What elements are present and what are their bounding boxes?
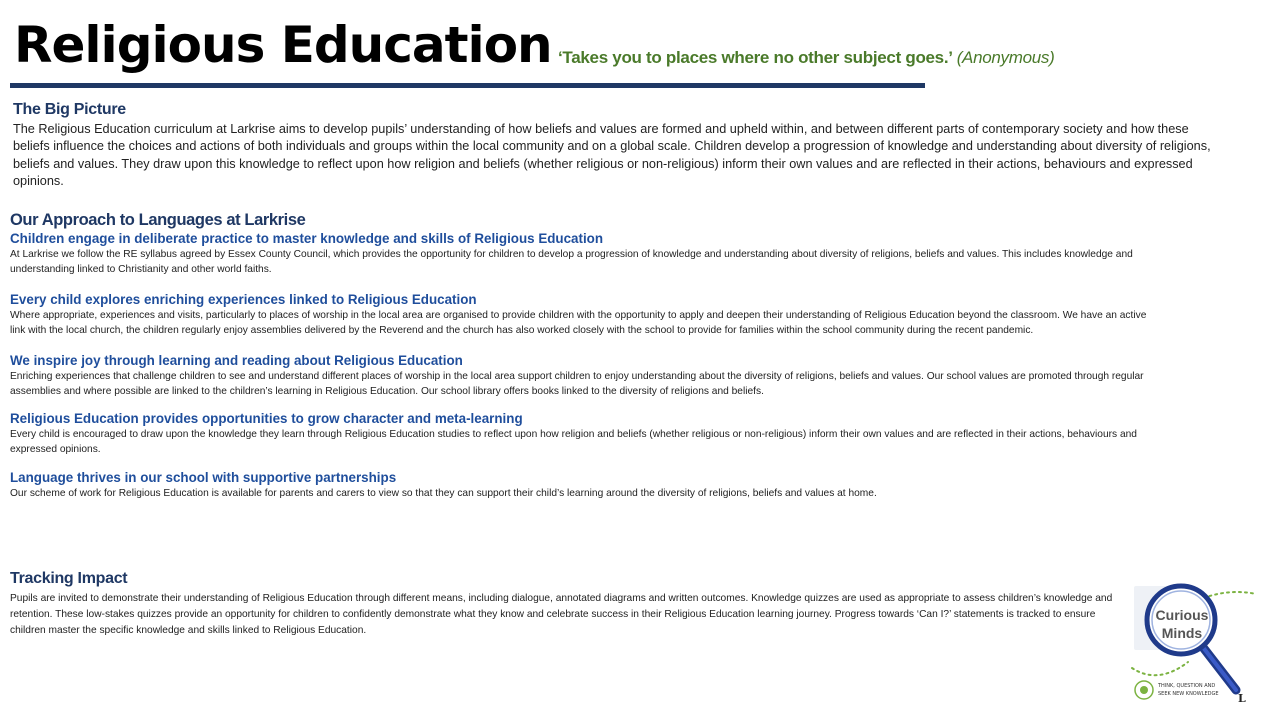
approach-item-title: Language thrives in our school with supportive partnerships xyxy=(10,470,397,485)
approach-item-title: Religious Education provides opportunities to grow character and meta-learning xyxy=(10,411,523,426)
curious-minds-logo xyxy=(1128,580,1258,710)
logo-line1: Curious xyxy=(1155,607,1209,623)
approach-item xyxy=(10,469,1160,501)
approach-item xyxy=(10,291,1160,338)
logo-tagline-2: SEEK NEW KNOWLEDGE xyxy=(1158,691,1219,697)
approach-item-body: Where appropriate, experiences and visits, particularly to places of worship in the local area are organised to provide children with the opportunity to apply and deepen their understanding of Religious Education beyond the classroom. We have an active link with the local church, the children regularly enjoy assemblies delivered by the Reverend and the church has also worked closely with the school to provide for families within the school community during the recent pandemic. xyxy=(10,310,1147,336)
page-title: Religious Education xyxy=(14,16,552,74)
approach-item-body: Our scheme of work for Religious Education is available for parents and carers to view so that they can support their child’s learning around the diversity of religions, beliefs and values at home. xyxy=(10,488,877,499)
approach-item xyxy=(10,352,1160,399)
tracking-section xyxy=(10,569,1115,639)
quote-text: ‘Takes you to places where no other subject goes.’ xyxy=(558,48,953,67)
corner-mark: L xyxy=(1238,692,1246,705)
approach-section xyxy=(10,210,1160,501)
logo-tagline-1: THINK, QUESTION AND xyxy=(1158,683,1216,689)
tracking-body: Pupils are invited to demonstrate their understanding of Religious Education through different means, including dialogue, annotated diagrams and written outcomes. Knowledge quizzes are used as appropriate to assess children’s knowledge and retention. These low-stakes quizzes provide an opportunity for children to confidently demonstrate what they know and celebrate success in their Religious Education learning journey. Progress towards ‘Can I?’ statements is tracked to ensure children master the specific knowledge and skills linked to Religious Education. xyxy=(10,593,1113,636)
approach-item xyxy=(10,410,1160,457)
header-quote xyxy=(558,48,1054,68)
magnifier-icon xyxy=(1128,580,1258,710)
big-picture-section xyxy=(13,100,1228,190)
approach-item-title: Every child explores enriching experiences linked to Religious Education xyxy=(10,292,477,307)
quote-author: (Anonymous) xyxy=(956,48,1055,67)
big-picture-body: The Religious Education curriculum at Larkrise aims to develop pupils’ understanding of how beliefs and values are formed and upheld within, and between different parts of contemporary society and how these beliefs influence the choices and actions of both individuals and groups within the local community and on a global scale. Children develop a progression of knowledge and understanding about diversity of religions, beliefs and values. They draw upon this knowledge to reflect upon how religion and beliefs (whether religious or non-religious) inform their own values and are reflected in their actions, behaviours and expressed opinions. xyxy=(13,122,1211,188)
approach-item-title: We inspire joy through learning and reading about Religious Education xyxy=(10,353,463,368)
approach-heading: Our Approach to Languages at Larkrise xyxy=(10,211,306,229)
approach-item-body: Enriching experiences that challenge children to see and understand different places of worship in the local area support children to enjoy understanding about the diversity of religions, beliefs and values. Our school values are promoted through regular assemblies and where possible are linked to the children’s learning in Religious Education. Our school library offers books linked to the diversity of religions and beliefs. xyxy=(10,371,1144,397)
title-underline xyxy=(10,83,925,88)
tracking-heading: Tracking Impact xyxy=(10,570,128,587)
big-picture-heading: The Big Picture xyxy=(13,101,126,118)
approach-item xyxy=(10,230,1160,277)
logo-line2: Minds xyxy=(1161,625,1203,641)
approach-item-title: Children engage in deliberate practice to master knowledge and skills of Religious Education xyxy=(10,231,604,246)
approach-item-body: At Larkrise we follow the RE syllabus agreed by Essex County Council, which provides the opportunity for children to develop a progression of knowledge and understanding about diversity of religions, beliefs and values. This includes knowledge and understanding linked to Christianity and other world faiths. xyxy=(10,249,1133,275)
approach-item-body: Every child is encouraged to draw upon the knowledge they learn through Religious Education studies to reflect upon how religion and beliefs (whether religious or non-religious) inform their own values and are reflected in their actions, behaviours and expressed opinions. xyxy=(10,429,1137,455)
